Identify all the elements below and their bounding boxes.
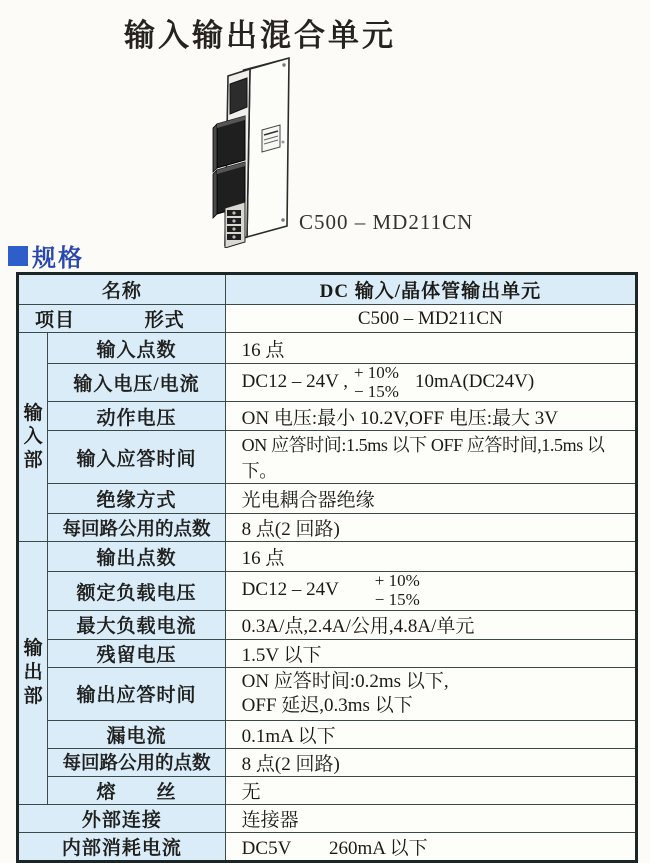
row-label: 每回路公用的点数 — [48, 514, 225, 542]
tolerance-stack: + 10% − 15% — [353, 363, 399, 401]
blue-square-icon — [8, 246, 28, 266]
row-label: 绝缘方式 — [48, 484, 225, 514]
table-row — [18, 402, 637, 431]
item-format-header — [18, 305, 226, 333]
table-row — [18, 572, 637, 610]
tolerance-stack: + 10% − 15% — [374, 571, 420, 610]
row-value: 0.1mA 以下 — [225, 720, 636, 748]
table-row — [18, 305, 637, 333]
table-row — [18, 333, 637, 364]
table-row — [18, 720, 637, 748]
row-value: ON 电压:最小 10.2V,OFF 电压:最大 3V — [225, 402, 636, 431]
row-label: 额定负载电压 — [48, 572, 225, 610]
row-label: 外部连接 — [18, 804, 226, 832]
table-row — [18, 667, 637, 720]
row-label: 输入电压/电流 — [48, 364, 225, 402]
table-row — [18, 776, 637, 804]
page-title: 输入输出混合单元 — [124, 18, 396, 53]
row-value: DC12 – 24V + 10% − 15% — [225, 572, 636, 610]
table-row — [18, 484, 637, 514]
table-row — [18, 832, 637, 861]
group-label-input: 输入部 — [18, 333, 48, 542]
row-label: 输出应答时间 — [48, 667, 225, 720]
table-row — [18, 274, 637, 305]
table-row — [18, 542, 637, 572]
name-header-value: DC 输入/晶体管输出单元 — [225, 274, 636, 305]
item-label: 项目 — [35, 310, 76, 331]
terminal-strip — [225, 202, 245, 248]
row-value: DC12 – 24V , + 10% − 15% 10mA(DC24V) — [225, 364, 636, 402]
row-value: 8 点(2 回路) — [225, 514, 636, 542]
row-label: 动作电压 — [48, 402, 225, 431]
table-row — [18, 610, 637, 639]
row-value: 8 点(2 回路) — [225, 748, 636, 776]
format-header-value: C500 – MD211CN — [225, 305, 636, 333]
row-label: 残留电压 — [48, 639, 225, 667]
format-label: 形式 — [144, 310, 185, 331]
section-header — [8, 238, 84, 273]
table-row — [18, 364, 637, 402]
row-value: 光电耦合器绝缘 — [225, 484, 636, 514]
row-value: 无 — [225, 776, 636, 804]
table-row — [18, 514, 637, 542]
row-value: 连接器 — [225, 804, 636, 832]
row-label: 熔 丝 — [48, 776, 225, 804]
name-header-label: 名称 — [18, 274, 226, 305]
row-label: 输出点数 — [48, 542, 225, 572]
row-value: ON 应答时间:1.5ms 以下 OFF 应答时间,1.5ms 以下。 — [225, 431, 636, 484]
row-label: 内部消耗电流 — [18, 832, 226, 861]
row-label: 漏电流 — [48, 720, 225, 748]
group-label-output: 输出部 — [18, 542, 48, 804]
row-value: 16 点 — [225, 333, 636, 364]
row-label: 每回路公用的点数 — [48, 748, 225, 776]
table-row — [18, 804, 637, 832]
row-label: 输入点数 — [48, 333, 225, 364]
product-caption: C500 – MD211CN — [299, 210, 474, 234]
row-value: 16 点 — [225, 542, 636, 572]
row-value: 0.3A/点,2.4A/公用,4.8A/单元 — [225, 610, 636, 639]
table-row — [18, 431, 637, 484]
spec-table — [16, 272, 638, 863]
row-value: DC5V 260mA 以下 — [225, 832, 636, 861]
row-value: ON 应答时间:0.2ms 以下, OFF 延迟,0.3ms 以下 — [225, 667, 636, 720]
table-row — [18, 748, 637, 776]
row-label: 输入应答时间 — [48, 431, 225, 484]
row-label: 最大负载电流 — [48, 610, 225, 639]
row-value: 1.5V 以下 — [225, 639, 636, 667]
table-row — [18, 639, 637, 667]
section-title: 规格 — [32, 245, 84, 272]
